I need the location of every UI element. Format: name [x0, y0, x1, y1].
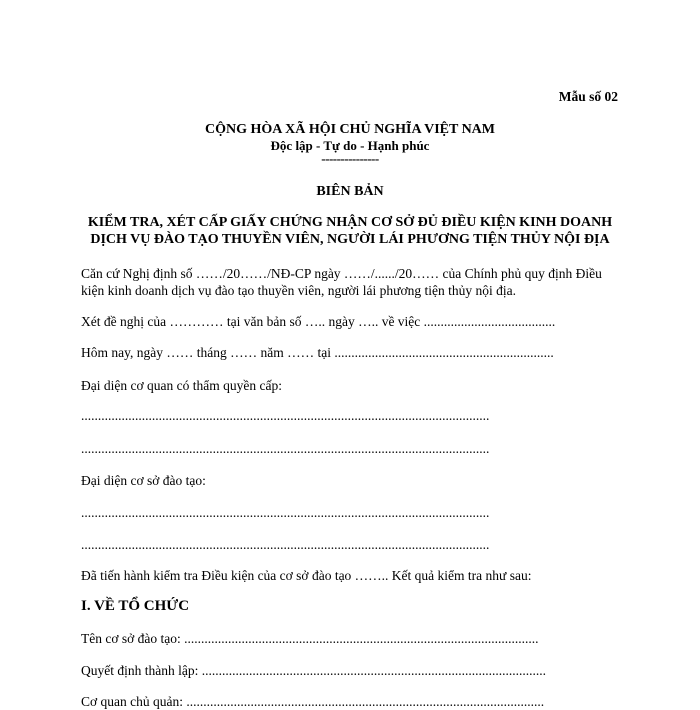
legal-basis [81, 265, 621, 299]
national-title: CỘNG HÒA XÃ HỘI CHỦ NGHĨA VIỆT NAM [204, 122, 495, 137]
national-motto: Độc lập - Tự do - Hạnh phúc [270, 138, 430, 153]
section-heading: I. VỀ TỔ CHỨC [81, 598, 190, 614]
authority-label: Đại diện cơ quan có thẩm quyền cấp: [81, 378, 282, 393]
meeting-date-line: Hôm nay, ngày …… tháng …… năm …… tại ................................................................. [81, 345, 554, 360]
authority-blank-line: ......................................................................................................................... [81, 408, 490, 423]
document-title: BIÊN BẢN [316, 184, 384, 199]
legal-basis-line-2: kiện kinh doanh dịch vụ đào tạo thuyền viên, người lái phương tiện thủy nội địa. [81, 283, 516, 298]
header-divider: --------------- [321, 151, 379, 166]
inspection-statement: Đã tiến hành kiểm tra Điều kiện của cơ sở đào tạo …….. Kết quả kiểm tra như sau: [81, 568, 532, 583]
subtitle-line-2: DỊCH VỤ ĐÀO TẠO THUYỀN VIÊN, NGƯỜI LÁI PHƯƠNG TIỆN THỦY NỘI ĐỊA [90, 232, 610, 247]
legal-basis-line-1: Căn cứ Nghị định số ……/20……/NĐ-CP ngày ……/....../20…… của Chính phủ quy định Điều [81, 266, 602, 281]
institution-name-field: Tên cơ sở đào tạo: ......................................................................................................... [81, 631, 539, 646]
document-subtitle [60, 214, 640, 248]
establishment-decision-field: Quyết định thành lập: ...................................................................................................... [81, 663, 546, 678]
institution-label: Đại diện cơ sở đào tạo: [81, 473, 206, 488]
proposal-line: Xét đề nghị của ………… tại văn bản số ….. ngày ….. về việc ....................................... [81, 314, 556, 329]
form-number: Mẫu số 02 [558, 89, 618, 104]
subtitle-line-1: KIỂM TRA, XÉT CẤP GIẤY CHỨNG NHẬN CƠ SỞ ĐỦ ĐIỀU KIỆN KINH DOANH [87, 215, 613, 230]
institution-blank-line: ......................................................................................................................... [81, 505, 490, 520]
authority-blank-line: ......................................................................................................................... [81, 441, 490, 456]
governing-agency-field: Cơ quan chủ quản: .......................................................................................................... [81, 694, 545, 709]
institution-blank-line: ......................................................................................................................... [81, 537, 490, 552]
